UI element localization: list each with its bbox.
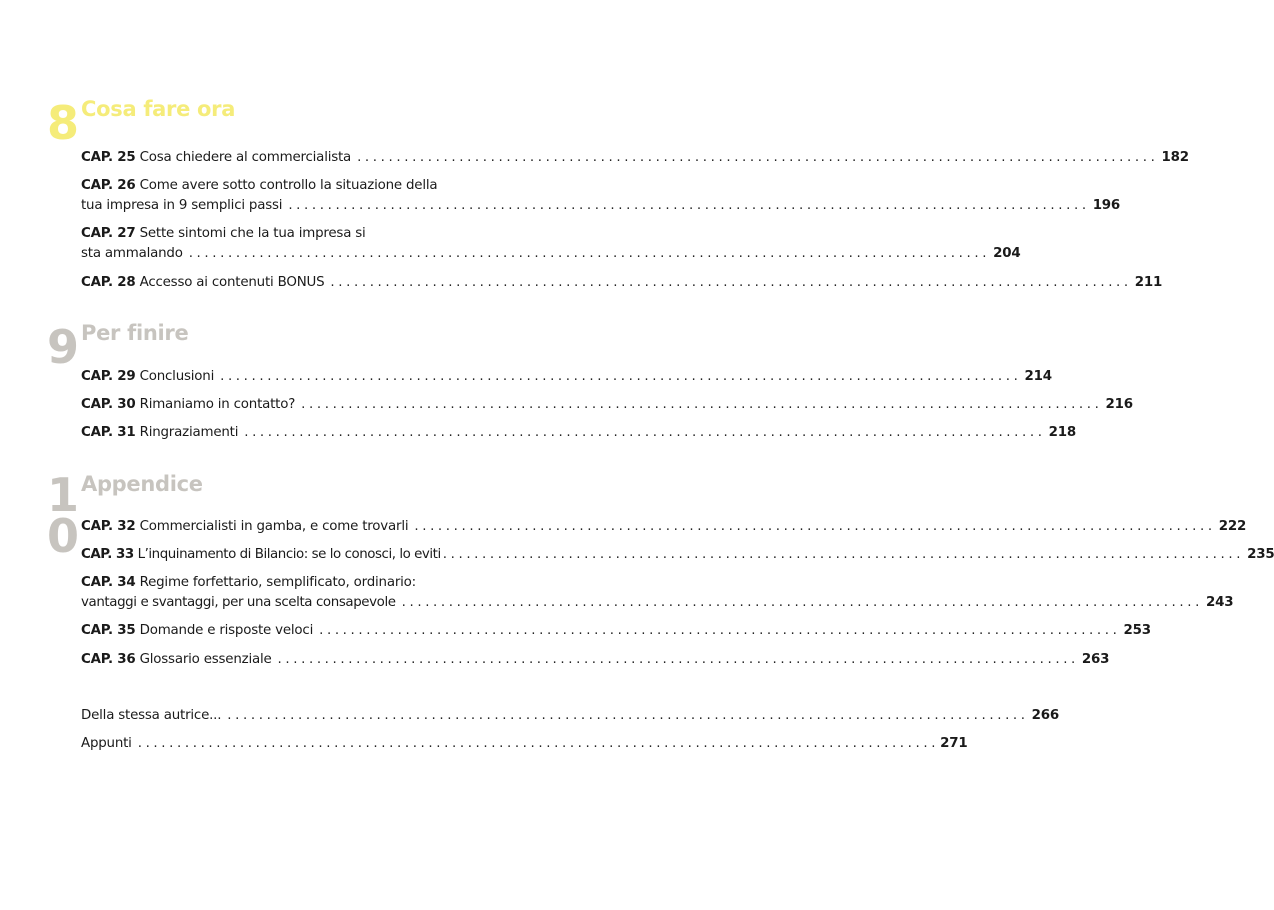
cap-number: CAP. 34 [81, 575, 136, 590]
toc-entry-cap-35[interactable] [81, 621, 1151, 641]
dot-leader: ...................................................................................................... [188, 246, 991, 261]
page-number: 222 [1218, 519, 1247, 534]
page-number: 263 [1081, 652, 1110, 667]
entry-title: Sette sintomi che la tua impresa si [139, 226, 366, 241]
dot-leader: ...................................................................................................... [401, 595, 1203, 610]
toc-entry-cap-33[interactable] [81, 545, 1274, 565]
entry-title: Domande e risposte veloci [139, 623, 314, 638]
cap-number: CAP. 32 [81, 519, 136, 534]
toc-entry-cap-32[interactable] [81, 517, 1247, 537]
toc-entry-cap-25[interactable] [81, 148, 1189, 168]
page-number: 271 [940, 736, 968, 751]
entry-title: Glossario essenziale [139, 652, 272, 667]
entry-title: Regime forfettario, semplificato, ordinario: [139, 575, 416, 590]
dot-leader: ...................................................................................................... [288, 198, 1090, 213]
page-number: 218 [1048, 425, 1076, 440]
section-10-title: Appendice [81, 472, 203, 496]
entry-title: Rimaniamo in contatto? [139, 397, 296, 412]
entry-title: Come avere sotto controllo la situazione della [139, 178, 438, 193]
dot-leader: ...................................................................................................... [301, 397, 1103, 412]
cap-number: CAP. 28 [81, 275, 136, 290]
page-number: 243 [1206, 595, 1234, 610]
entry-title: Cosa chiedere al commercialista [139, 150, 352, 165]
toc-entry-cap-28[interactable] [81, 273, 1163, 293]
entry-title-continued: sta ammalando [81, 246, 183, 261]
page-number: 196 [1092, 198, 1121, 213]
page-number: 235 [1247, 547, 1274, 562]
dot-leader: ...................................................................................................... [414, 519, 1216, 534]
toc-entry-della-stessa-autrice[interactable] [81, 706, 1060, 726]
cap-number: CAP. 29 [81, 369, 136, 384]
entry-title: Commercialisti in gamba, e come trovarli [139, 519, 409, 534]
entry-title: Conclusioni [139, 369, 215, 384]
toc-entry-cap-34[interactable] [81, 573, 1234, 613]
section-10-number-top: 1 [47, 468, 78, 522]
dot-leader: ...................................................................................................... [330, 275, 1132, 290]
section-8-number: 8 [47, 96, 78, 150]
cap-number: CAP. 30 [81, 397, 136, 412]
toc-entry-cap-27[interactable] [81, 224, 1021, 264]
toc-entry-cap-31[interactable] [81, 423, 1076, 443]
toc-entry-appunti[interactable] [81, 734, 968, 754]
cap-number: CAP. 31 [81, 425, 136, 440]
toc-entry-cap-29[interactable] [81, 367, 1052, 387]
cap-number: CAP. 26 [81, 178, 136, 193]
dot-leader: ...................................................................................................... [357, 150, 1159, 165]
entry-title-continued: tua impresa in 9 semplici passi [81, 198, 283, 213]
entry-title: L’inquinamento di Bilancio: se lo conosci, lo eviti [137, 547, 441, 562]
cap-number: CAP. 33 [81, 547, 134, 562]
entry-title: Accesso ai contenuti BONUS [139, 275, 325, 290]
entry-title: Ringraziamenti [139, 425, 239, 440]
cap-number: CAP. 25 [81, 150, 136, 165]
entry-title: Appunti [81, 736, 132, 751]
section-8-title: Cosa fare ora [81, 97, 236, 121]
entry-title: Della stessa autrice... [81, 708, 222, 723]
dot-leader: ...................................................................................................... [277, 652, 1079, 667]
page-number: 216 [1105, 397, 1133, 412]
section-9-title: Per finire [81, 321, 189, 345]
page-number: 182 [1161, 150, 1189, 165]
cap-number: CAP. 27 [81, 226, 136, 241]
cap-number: CAP. 35 [81, 623, 136, 638]
page-number: 266 [1031, 708, 1060, 723]
toc-entry-cap-30[interactable] [81, 395, 1133, 415]
page-number: 211 [1134, 275, 1163, 290]
dot-leader: ...................................................................................................... [319, 623, 1121, 638]
cap-number: CAP. 36 [81, 652, 136, 667]
section-9-number: 9 [47, 320, 78, 374]
dot-leader: ...................................................................................................... [220, 369, 1022, 384]
section-10-number-bottom: 0 [47, 509, 78, 563]
toc-entry-cap-26[interactable] [81, 176, 1121, 216]
page-number: 214 [1024, 369, 1052, 384]
dot-leader: ...................................................................................................... [442, 547, 1245, 562]
toc-entry-cap-36[interactable] [81, 650, 1110, 670]
entry-title-continued: vantaggi e svantaggi, per una scelta consapevole [81, 595, 396, 610]
dot-leader: ...................................................................................................... [227, 708, 1029, 723]
page-number: 204 [993, 246, 1021, 261]
dot-leader: ...................................................................................................... [244, 425, 1046, 440]
dot-leader: ...................................................................................................... [137, 736, 940, 751]
page-number: 253 [1123, 623, 1151, 638]
